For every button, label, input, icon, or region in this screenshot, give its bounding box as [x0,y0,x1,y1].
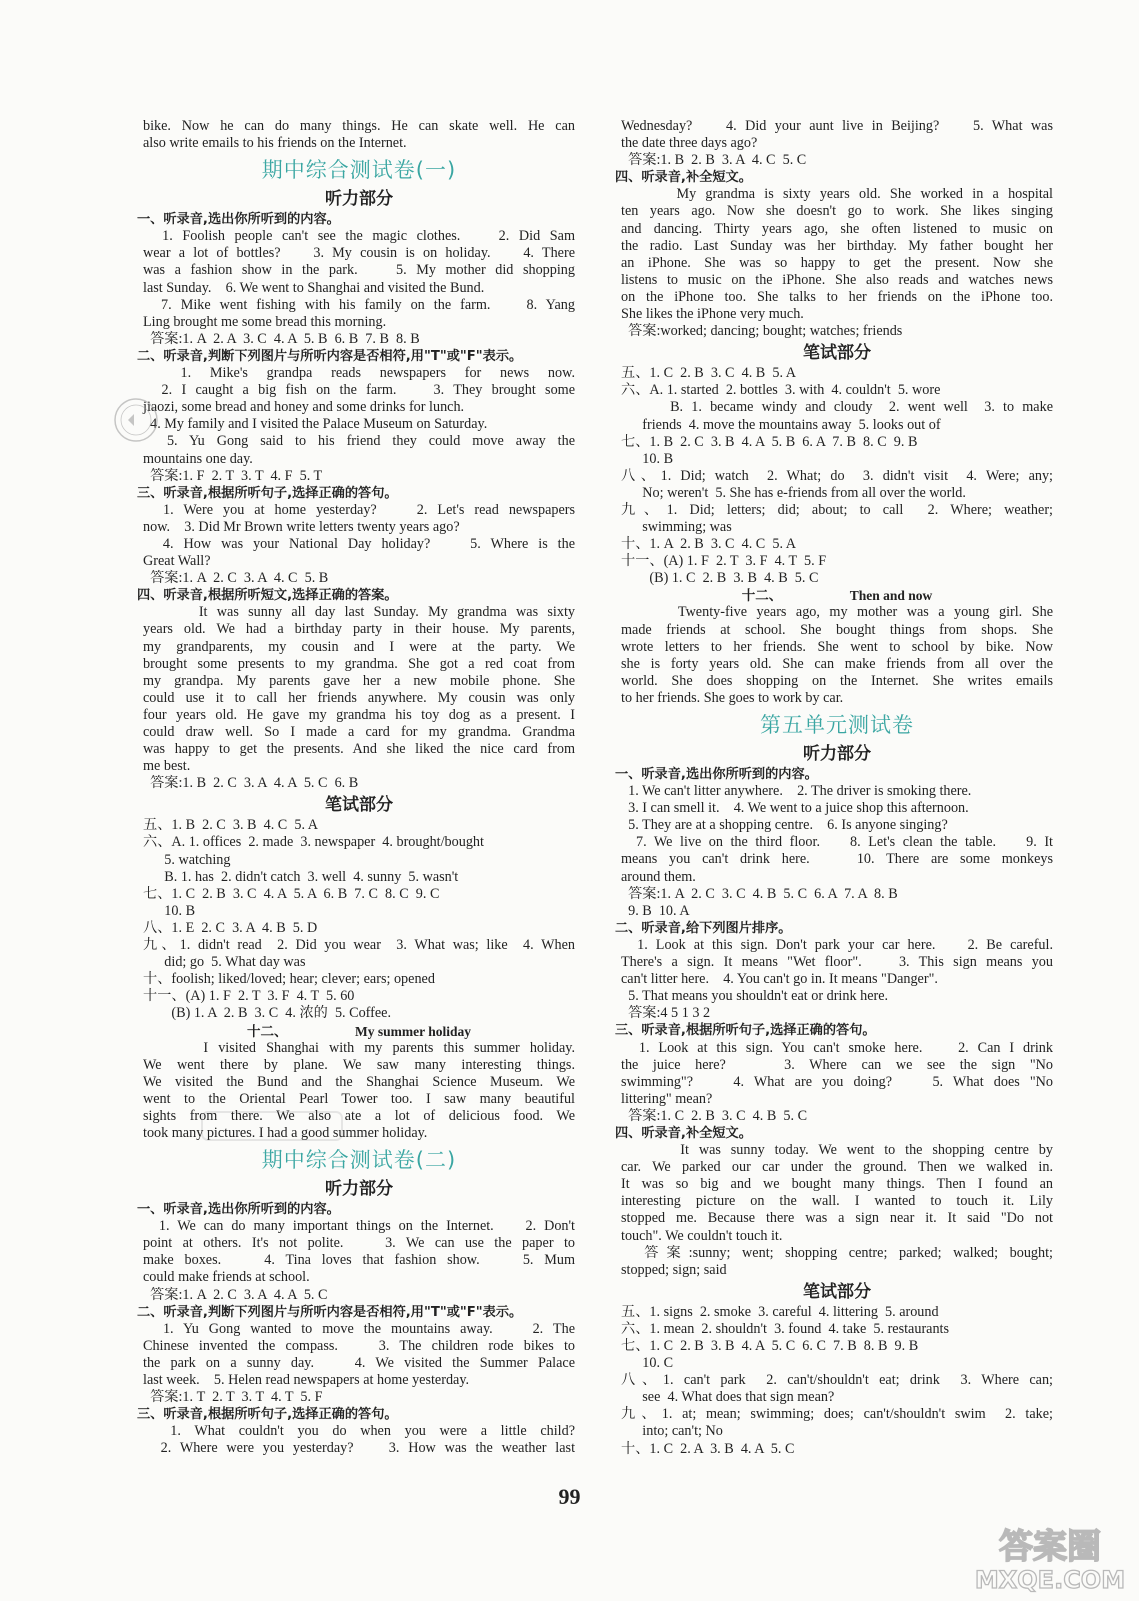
text-line: (B) 1. A 2. B 3. C 4. 浓的 5. Coffee. [143,1005,392,1022]
text-line: 5. They are at a shopping centre. 6. Is anyone singing? [621,817,948,834]
text-line: 九、1. Did; letters; did; about; to call 2. Where; weather; [621,501,1053,518]
text-line: 八、1. E 2. C 3. A 4. B 5. D [143,919,318,936]
text-line: There's a sign. It means "Wet floor". 3. This sign means you [621,954,1053,971]
text-line: wrote letters to her friends. She went to school by bike. Now [621,638,1053,655]
text-line: wear a lot of bottles? 3. My cousin is on holiday. 4. There [143,245,575,262]
text-line: was a fashion show in the park. 5. My mother did shopping [143,262,575,279]
text-line: touch". We couldn't touch it. [621,1227,783,1244]
text-line: 五、1. signs 2. smoke 3. careful 4. littering 5. around [621,1303,939,1320]
text-line: 五、1. B 2. C 3. B 4. C 5. A [143,817,319,834]
text-line: 1. We can't litter anywhere. 2. The driver is smoking there. [621,783,972,800]
text-line: mountains one day. [143,450,253,467]
text-line: my grandpa. My parents gave her a new mobile phone. She [143,672,575,689]
text-line: My grandma is sixty years old. She worked in a hospital [621,186,1053,203]
seal-stamp-icon [112,396,160,444]
text-line: interesting picture on the wall. I wanted to touch it. Lily [621,1193,1053,1210]
text-line: world. She does shopping on the Internet. She writes emails [621,672,1053,689]
part-heading: 笔试部分 [325,795,393,816]
text-line: 1. Yu Gong wanted to move the mountains away. 2. The [143,1320,575,1337]
text-line: the date three days ago? [621,135,758,152]
text-line: 9. B 10. A [621,902,690,919]
text-line: friends 4. move the mountains away 5. looks out of [621,416,941,433]
right-column [615,118,1053,1458]
text-line: can't litter here. 4. You can't go in. It means "Danger". [621,971,938,988]
text-line: last Sunday. 6. We went to Shanghai and visited the Bund. [143,279,485,296]
text-line: We went there by plane. We saw many interesting things. [143,1056,575,1073]
watermark-logo-icon [970,1518,1130,1596]
text-line: could use it to call her friends anywhere. My cousin was only [143,689,575,706]
text-line: 1. Foolish people can't see the magic clothes. 2. Did Sam [143,228,575,245]
question-heading: 二、听录音,给下列图片排序。 [615,920,792,936]
text-line: ten years ago. Now she doesn't go to work. She likes singing [621,203,1053,220]
question-heading: 四、听录音,根据所听短文,选择正确的答案。 [137,588,398,604]
text-line: Chinese invented the compass. 3. The children rode bikes to [143,1337,575,1354]
text-line: She likes the iPhone very much. [621,306,804,323]
text-line: We visited the Bund and the Shanghai Science Museum. We [143,1073,575,1090]
text-line: 4. How was your National Day holiday? 5. Where is the [143,535,576,552]
text-line: It was sunny today. We went to the shopping centre by [621,1142,1053,1159]
text-line: went to the Oriental Pearl Tower too. I saw many beautiful [143,1090,575,1107]
text-line: It was sunny all day last Sunday. My grandma was sixty [143,604,576,621]
left-column [137,118,576,1457]
text-line: my grandparents, my cousin and I were at the party. We [143,638,575,655]
question-heading: 四、听录音,补全短文。 [615,170,752,186]
text-line: did; go 5. What day was [143,954,306,971]
text-line: 七、1. C 2. B 3. B 4. A 5. C 6. C 7. B 8. B 9. B [621,1338,919,1354]
part-heading: 听力部分 [803,744,871,764]
text-line: 十、foolish; liked/loved; hear; clever; ears; opened [143,971,435,988]
text-line: bike. Now he can do many things. He can skate well. He can [143,118,575,134]
question-heading: 一、听录音,选出你所听到的内容。 [137,1202,340,1218]
page-number: 99 [558,1484,581,1509]
text-line: 答案:4 5 1 3 2 [621,1005,711,1022]
part-heading: 听力部分 [325,1179,393,1200]
text-line: (B) 1. C 2. B 3. B 4. B 5. C [621,570,819,587]
text-line: 7. We live on the third floor. 8. Let's clean the table. 9. It [621,834,1053,851]
text-line: 1. Mike's grandpa reads newspapers for news now. [143,365,575,382]
text-line: 答案:worked; dancing; bought; watches; friends [621,323,903,340]
text-line: 2. Where were you yesterday? 3. How was the weather last [143,1440,576,1457]
question-heading: 三、听录音,根据所听句子,选择正确的答句。 [615,1023,876,1039]
text-line: 答案:1. C 2. B 3. C 4. B 5. C [621,1107,808,1124]
part-heading: 笔试部分 [803,1281,871,1302]
text-line: 九、1. didn't read 2. Did you wear 3. What was; like 4. When [143,937,575,954]
text-line: 10. B [621,450,674,467]
text-line: now. 3. Did Mr Brown write letters twenty years ago? [143,518,460,535]
watermark-url: MXQE.COM [974,1566,1126,1594]
text-line: listens to music on the iPhone. She also reads and watches news [621,271,1053,288]
text-line: 六、A. 1. offices 2. made 3. newspaper 4. brought/bought [143,834,484,851]
text-line: 答案:1. T 2. T 3. T 4. T 5. F [143,1389,323,1406]
text-line: four years old. He gave my grandma his toy dog as a present. I [143,706,575,723]
text-line: see 4. What does that sign mean? [621,1389,835,1406]
essay-title: 十二、 Then and now [741,588,933,604]
text-line: B. 1. became windy and cloudy 2. went well 3. to make [621,399,1053,416]
question-heading: 四、听录音,补全短文。 [615,1125,752,1141]
question-heading: 三、听录音,根据所听句子,选择正确的答句。 [137,485,398,501]
question-heading: 一、听录音,选出你所听到的内容。 [137,212,340,228]
question-heading: 二、听录音,判断下列图片与所听内容是否相符,用"T"或"F"表示。 [137,1304,523,1320]
text-line: 十、1. A 2. B 3. C 4. C 5. A [621,536,797,553]
text-line: I visited Shanghai with my parents this summer holiday. [143,1039,575,1056]
text-line: last week. 5. Helen read newspapers at home yesterday. [143,1372,470,1388]
part-heading: 听力部分 [325,189,393,210]
text-line: It was so big and we bought many things. Then I found an [621,1176,1053,1193]
text-line: sights from there. We also ate a lot of delicious food. We [143,1107,575,1124]
text-line: took many pictures. I had a good summer holiday. [143,1124,428,1141]
question-heading: 一、听录音,选出你所听到的内容。 [615,767,818,782]
text-line: 十一、(A) 1. F 2. T 3. F 4. T 5. F [621,553,827,570]
text-line: 七、1. C 2. B 3. C 4. A 5. A 6. B 7. C 8. C 9. C [143,885,440,902]
text-line: stopped; sign; said [621,1261,727,1278]
text-line: B. 1. has 2. didn't catch 3. well 4. sunny 5. wasn't [143,868,459,885]
text-line: 八、1. can't park 2. can't/shouldn't eat; drink 3. Where can; [621,1372,1053,1389]
text-line: the park on a sunny day. 4. We visited the Summer Palace [143,1354,575,1371]
text-line: 答案:1. A 2. A 3. C 4. A 5. B 6. B 7. B 8. B [143,330,420,347]
text-line: Ling brought me some bread this morning. [143,313,387,330]
text-line: Wednesday? 4. Did your aunt live in Beijing? 5. What was [621,118,1053,134]
text-line: and dancing. Thirty years ago, she often listened to music on [621,220,1053,237]
text-line: on the iPhone too. She talks to her friends on the iPhone too. [621,288,1053,305]
text-line: littering" mean? [621,1090,713,1107]
text-line: 10. C [621,1355,674,1372]
text-line: means you can't drink here. 10. There are some monkeys [621,851,1053,868]
watermark-main: 答案圈 [999,1527,1101,1567]
text-line: Great Wall? [143,553,211,570]
text-line: 5. Yu Gong said to his friend they could move away the [143,433,576,450]
text-line: 十、1. C 2. A 3. B 4. A 5. C [621,1440,795,1457]
text-line: was happy to get the presents. And she liked the nice card from [143,741,575,758]
text-line: brought some presents to my grandma. She got a red coat from [143,655,575,672]
text-line: 1. Look at this sign. Don't park your car here. 2. Be careful. [621,936,1053,953]
text-line: 七、1. B 2. C 3. B 4. A 5. B 6. A 7. B 8. C 9. B [621,433,918,450]
text-line: 六、1. mean 2. shouldn't 3. found 4. take 5. restaurants [621,1320,950,1337]
text-line: No; weren't 5. She has e-friends from all over the world. [621,484,966,501]
text-line: years old. We had a birthday party in their house. My parents, [143,621,575,638]
text-line: point at others. It's not polite. 3. We can use the paper to [143,1235,575,1252]
text-line: 答案:1. B 2. C 3. A 4. A 5. C 6. B [143,775,359,792]
text-line: the radio. Last Sunday was her birthday. My father bought her [621,237,1053,254]
section-title: 第五单元测试卷 [760,713,914,737]
text-line: an iPhone. She was so happy to get the present. Now she [621,254,1053,271]
text-line: 4. My family and I visited the Palace Museum on Saturday. [143,416,488,433]
text-line: swimming; was [621,519,732,536]
part-heading: 笔试部分 [803,343,871,364]
text-line: also write emails to his friends on the Internet. [143,135,407,152]
text-line: around them. [621,868,696,885]
text-line: 答案:1. F 2. T 3. T 4. F 5. T [143,467,323,484]
text-line: 答案:sunny; went; shopping centre; parked; walked; bought; [621,1244,1053,1261]
text-line: 十一、(A) 1. F 2. T 3. F 4. T 5. 60 [143,988,355,1005]
text-line: make boxes. 4. Tina loves that fashion show. 5. Mum [143,1252,575,1269]
text-line: 1. Were you at home yesterday? 2. Let's read newspapers [143,501,576,518]
text-line: 1. Look at this sign. You can't smoke here. 2. Can I drink [621,1039,1053,1056]
text-line: 10. B [143,902,196,919]
text-line: car. We parked our car under the ground. Then we walked in. [621,1159,1053,1176]
text-line: 答案:1. A 2. C 3. C 4. B 5. C 6. A 7. A 8. B [621,885,898,902]
text-line: could draw well. So I made a card for my grandma. Grandma [143,724,575,740]
text-line: me best. [143,758,191,775]
text-line: 答案:1. B 2. B 3. A 4. C 5. C [621,152,807,169]
text-line: 五、1. C 2. B 3. C 4. B 5. A [621,365,797,382]
text-line: 答案:1. A 2. C 3. A 4. C 5. B [143,570,329,587]
text-line: 九、1. at; mean; swimming; does; can't/shouldn't swim 2. take; [621,1406,1053,1423]
text-line: 1. We can do many important things on the Internet. 2. Don't [143,1218,576,1235]
text-line: Twenty-five years ago, my mother was a young girl. She [621,604,1053,621]
text-line: 3. I can smell it. 4. We went to a juice shop this afternoon. [621,800,969,817]
text-line: made friends at school. She bought things from shops. She [621,621,1053,638]
text-line: into; can't; No [621,1423,723,1440]
section-title: 期中综合测试卷(二) [261,1148,457,1173]
text-line: 5. That means you shouldn't eat or drink here. [621,988,889,1005]
question-heading: 三、听录音,根据所听句子,选择正确的答句。 [137,1407,398,1423]
text-line: 5. watching [143,851,231,868]
text-line: jiaozi, some bread and honey and some drinks for lunch. [143,399,465,416]
section-title: 期中综合测试卷(一) [261,158,457,183]
question-heading: 二、听录音,判断下列图片与所听内容是否相符,用"T"或"F"表示。 [137,348,523,364]
text-line: swimming"? 4. What are you doing? 5. What does "No [621,1073,1053,1090]
watermark-logo [970,1518,1130,1596]
text-line: to her friends. She goes to work by car. [621,689,844,706]
text-line: could make friends at school. [143,1269,310,1286]
faint-watermark-icon [200,1108,350,1144]
text-line: she is forty years old. She can make friends from all over the [621,655,1053,672]
text-line: 2. I caught a big fish on the farm. 3. They brought some [143,382,575,399]
text-line: 7. Mike went fishing with his family on the farm. 8. Yang [143,296,575,313]
essay-title: 十二、 My summer holiday [246,1023,471,1039]
text-line: the juice here? 3. Where can we see the sign "No [621,1056,1053,1073]
text-line: 六、A. 1. started 2. bottles 3. with 4. couldn't 5. wore [621,382,941,399]
text-line: 八、1. Did; watch 2. What; do 3. didn't visit 4. Were; any; [621,467,1053,484]
text-line: 答案:1. A 2. C 3. A 4. A 5. C [143,1286,328,1303]
text-line: stopped me. Because there was a sign near it. It said "Do not [621,1210,1053,1227]
text-line: 1. What couldn't you do when you were a little child? [143,1423,576,1440]
